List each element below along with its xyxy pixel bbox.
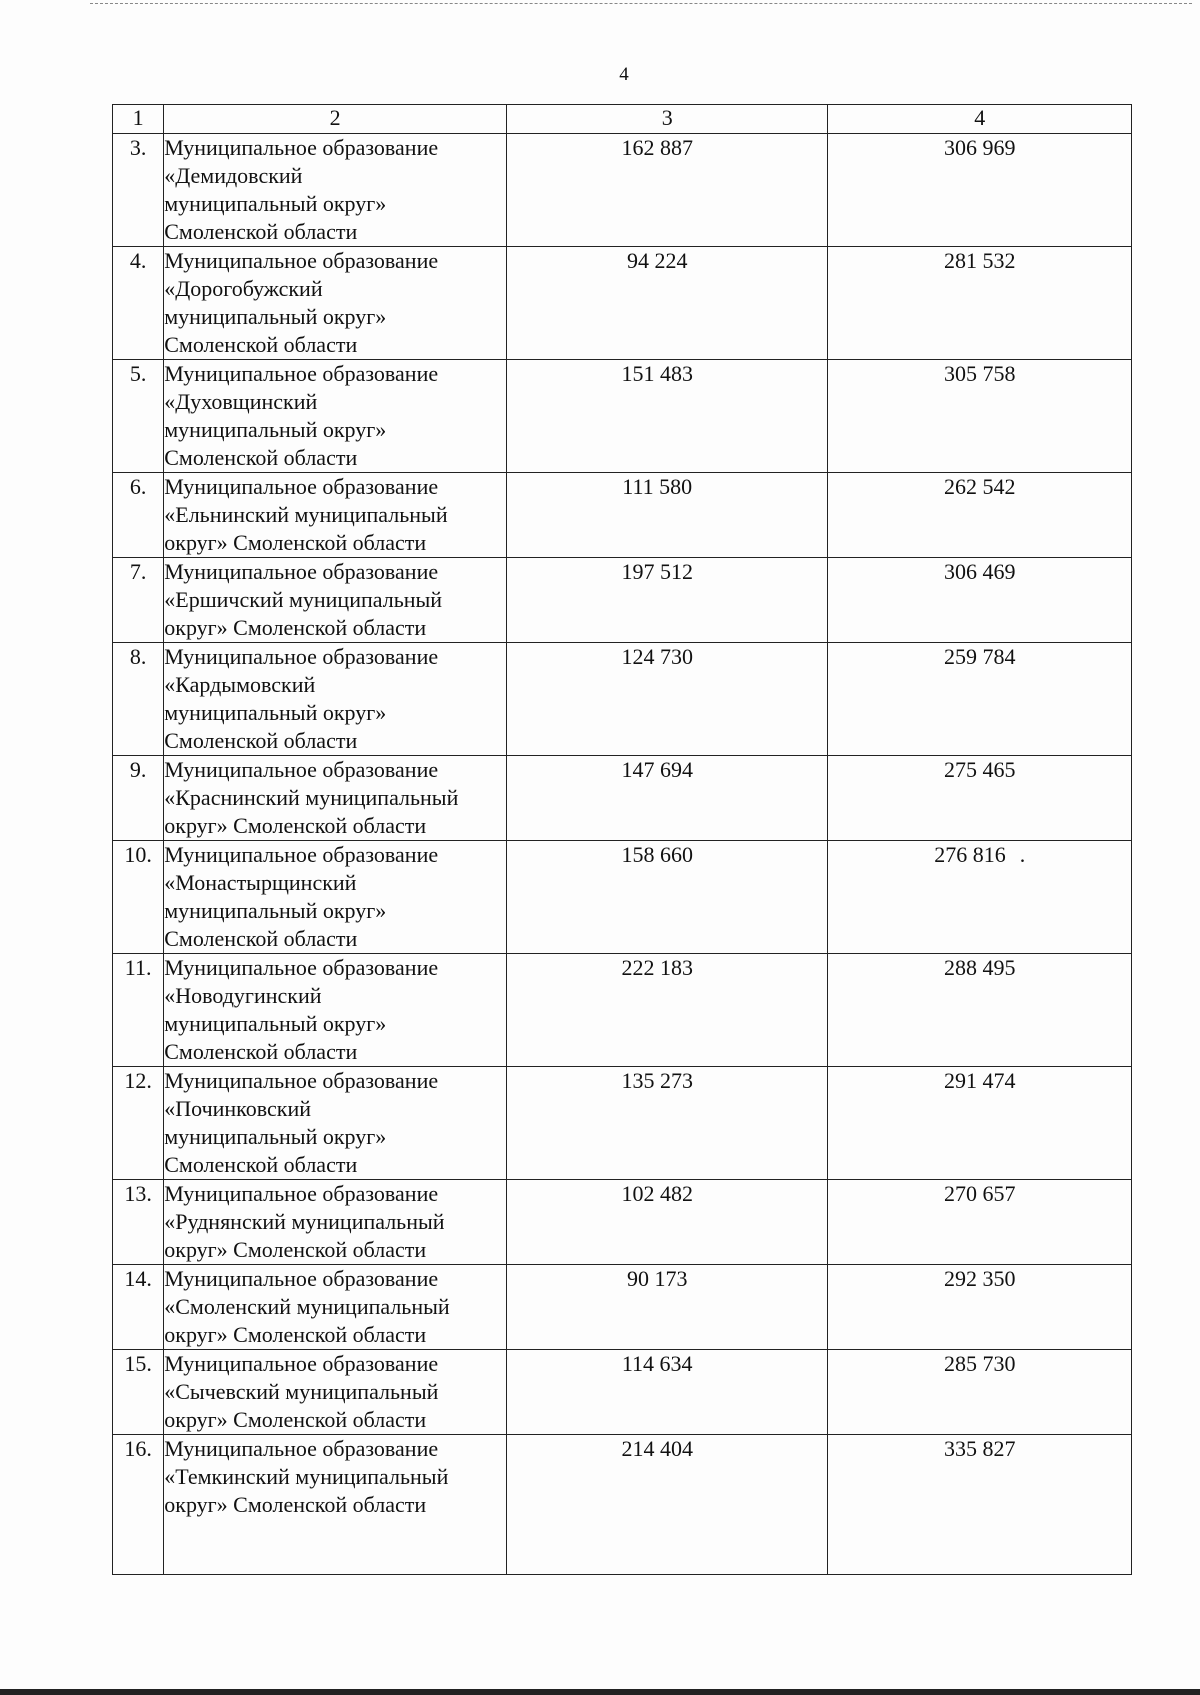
municipality-name-line: «Ершичский муниципальный [164, 587, 443, 612]
municipality-name-line: Смоленской области [164, 332, 358, 357]
value-col4: 335 827 [943, 1436, 1016, 1461]
data-table [112, 104, 1132, 1575]
value-col4: 276 816 [934, 842, 1006, 867]
municipality-name-line: «Руднянский муниципальный [164, 1209, 445, 1234]
row-number: 6. [113, 473, 164, 558]
table-row [113, 360, 1132, 473]
value-col3: 147 694 [621, 757, 693, 782]
stray-mark: . [1019, 842, 1026, 867]
table-row [113, 247, 1132, 360]
row-number: 11. [113, 954, 164, 1067]
value-col4-cell [828, 1180, 1132, 1265]
column-header-2: 2 [164, 105, 507, 134]
municipality-name [164, 841, 507, 954]
municipality-name [164, 247, 507, 360]
municipality-name-line: «Кардымовский [164, 672, 316, 697]
municipality-name [164, 134, 507, 247]
municipality-name-line: муниципальный округ» [164, 1124, 387, 1149]
table-row [113, 558, 1132, 643]
value-col4: 262 542 [943, 474, 1016, 499]
municipality-name-line: «Дорогобужский [164, 276, 323, 301]
municipality-name [164, 360, 507, 473]
row-number: 5. [113, 360, 164, 473]
municipality-name-line: «Смоленский муниципальный [164, 1294, 450, 1319]
row-number: 15. [113, 1350, 164, 1435]
municipality-name [164, 954, 507, 1067]
value-col3: 197 512 [621, 559, 693, 584]
municipality-name-line: муниципальный округ» [164, 191, 387, 216]
row-number: 7. [113, 558, 164, 643]
municipality-name-line: Муниципальное образование [164, 1351, 439, 1376]
value-col4-cell [828, 756, 1132, 841]
column-header-1: 1 [113, 105, 164, 134]
row-number: 13. [113, 1180, 164, 1265]
municipality-name-line: Муниципальное образование [164, 248, 439, 273]
column-header-4: 4 [828, 105, 1132, 134]
value-col4: 259 784 [943, 644, 1016, 669]
municipality-name-line: муниципальный округ» [164, 898, 387, 923]
value-col4: 281 532 [943, 248, 1016, 273]
value-col3-cell [506, 841, 828, 954]
municipality-name-line: «Монастырщинский [164, 870, 357, 895]
table-row [113, 1265, 1132, 1350]
table-row [113, 954, 1132, 1067]
table-body [113, 134, 1132, 1575]
municipality-name-line: Муниципальное образование [164, 1436, 439, 1461]
value-col4-cell [828, 1350, 1132, 1435]
value-col4: 291 474 [943, 1068, 1016, 1093]
scan-edge-top [90, 3, 1192, 4]
row-number: 12. [113, 1067, 164, 1180]
municipality-name-line: Муниципальное образование [164, 1181, 439, 1206]
value-col3-cell [506, 1350, 828, 1435]
scan-edge-bottom [0, 1689, 1200, 1695]
municipality-name-line: Смоленской области [164, 219, 358, 244]
table-row [113, 1350, 1132, 1435]
value-col4-cell [828, 473, 1132, 558]
municipality-name-line: Смоленской области [164, 1152, 358, 1177]
municipality-name-line: «Темкинский муниципальный [164, 1464, 449, 1489]
value-col3: 111 580 [622, 474, 693, 499]
municipality-name [164, 1350, 507, 1435]
value-col4: 306 969 [943, 135, 1016, 160]
municipality-name-line: Муниципальное образование [164, 361, 439, 386]
municipality-name-line: Смоленской области [164, 728, 358, 753]
table-row [113, 1067, 1132, 1180]
table-row [113, 1435, 1132, 1575]
municipality-name-line: Муниципальное образование [164, 1266, 439, 1291]
row-number: 9. [113, 756, 164, 841]
value-col4-cell [828, 643, 1132, 756]
value-col4: 270 657 [943, 1181, 1016, 1206]
municipality-name [164, 1067, 507, 1180]
value-col4-cell [828, 1435, 1132, 1575]
value-col3: 222 183 [621, 955, 693, 980]
value-col4-cell [828, 558, 1132, 643]
value-col3: 135 273 [621, 1068, 693, 1093]
value-col3: 214 404 [621, 1436, 693, 1461]
value-col3-cell [506, 1435, 828, 1575]
row-number: 10. [113, 841, 164, 954]
municipality-name-line: Муниципальное образование [164, 644, 439, 669]
value-col3-cell [506, 1265, 828, 1350]
municipality-name [164, 756, 507, 841]
value-col3-cell [506, 360, 828, 473]
table-row [113, 841, 1132, 954]
value-col3: 90 173 [626, 1266, 688, 1291]
value-col3-cell [506, 1180, 828, 1265]
value-col3: 162 887 [621, 135, 693, 160]
value-col3: 124 730 [621, 644, 693, 669]
value-col4-cell [828, 247, 1132, 360]
municipality-name [164, 1265, 507, 1350]
municipality-name-line: муниципальный округ» [164, 304, 387, 329]
municipality-name [164, 558, 507, 643]
value-col4-cell [828, 841, 1132, 954]
municipality-name-line: округ» Смоленской области [164, 1492, 427, 1517]
municipality-name-line: округ» Смоленской области [164, 615, 427, 640]
table-row [113, 473, 1132, 558]
value-col3: 158 660 [621, 842, 693, 867]
municipality-name-line: Муниципальное образование [164, 842, 439, 867]
municipality-name [164, 1180, 507, 1265]
municipality-name-line: «Демидовский [164, 163, 303, 188]
municipality-name-line: округ» Смоленской области [164, 530, 427, 555]
municipality-name-line: округ» Смоленской области [164, 1322, 427, 1347]
municipality-name-line: Муниципальное образование [164, 559, 439, 584]
municipality-name-line: «Починковский [164, 1096, 312, 1121]
value-col3: 94 224 [626, 248, 688, 273]
municipality-name-line: Муниципальное образование [164, 1068, 439, 1093]
value-col4: 288 495 [943, 955, 1016, 980]
table-row [113, 756, 1132, 841]
row-number: 4. [113, 247, 164, 360]
table-row [113, 1180, 1132, 1265]
value-col4: 285 730 [943, 1351, 1016, 1376]
value-col3-cell [506, 247, 828, 360]
table-header [113, 105, 1132, 134]
municipality-name [164, 643, 507, 756]
row-number: 14. [113, 1265, 164, 1350]
value-col3: 114 634 [621, 1351, 693, 1376]
row-number: 3. [113, 134, 164, 247]
value-col4: 292 350 [943, 1266, 1016, 1291]
municipality-name-line: Муниципальное образование [164, 757, 439, 782]
municipality-name-line: Муниципальное образование [164, 474, 439, 499]
value-col4-cell [828, 360, 1132, 473]
row-number: 16. [113, 1435, 164, 1575]
municipality-name-line: «Новодугинский [164, 983, 322, 1008]
value-col3-cell [506, 954, 828, 1067]
municipality-name-line: муниципальный округ» [164, 417, 387, 442]
municipality-name-line: округ» Смоленской области [164, 813, 427, 838]
value-col3-cell [506, 1067, 828, 1180]
value-col3: 151 483 [621, 361, 693, 386]
value-col3-cell [506, 643, 828, 756]
municipality-name [164, 1435, 507, 1575]
municipality-name-line: Смоленской области [164, 445, 358, 470]
municipality-name-line: округ» Смоленской области [164, 1237, 427, 1262]
municipality-name-line: Смоленской области [164, 1039, 358, 1064]
municipality-name-line: «Ельнинский муниципальный [164, 502, 448, 527]
value-col3-cell [506, 473, 828, 558]
municipality-name-line: «Краснинский муниципальный [164, 785, 459, 810]
value-col4-cell [828, 134, 1132, 247]
municipality-name-line: Муниципальное образование [164, 955, 439, 980]
value-col4-cell [828, 1265, 1132, 1350]
page-number: 4 [619, 64, 629, 85]
municipality-name-line: Смоленской области [164, 926, 358, 951]
municipality-name-line: муниципальный округ» [164, 1011, 387, 1036]
municipality-name-line: муниципальный округ» [164, 700, 387, 725]
value-col3-cell [506, 558, 828, 643]
value-col4: 275 465 [943, 757, 1016, 782]
municipality-name-line: округ» Смоленской области [164, 1407, 427, 1432]
municipality-name-line: «Духовщинский [164, 389, 318, 414]
municipality-name [164, 473, 507, 558]
value-col3-cell [506, 134, 828, 247]
header-row [113, 105, 1132, 134]
table-row [113, 643, 1132, 756]
value-col4-cell [828, 1067, 1132, 1180]
municipality-name-line: «Сычевский муниципальный [164, 1379, 439, 1404]
municipality-name-line: Муниципальное образование [164, 135, 439, 160]
value-col4: 305 758 [943, 361, 1016, 386]
value-col3: 102 482 [621, 1181, 693, 1206]
column-header-3: 3 [506, 105, 828, 134]
value-col4-cell [828, 954, 1132, 1067]
row-number: 8. [113, 643, 164, 756]
value-col4: 306 469 [943, 559, 1016, 584]
table-row [113, 134, 1132, 247]
value-col3-cell [506, 756, 828, 841]
